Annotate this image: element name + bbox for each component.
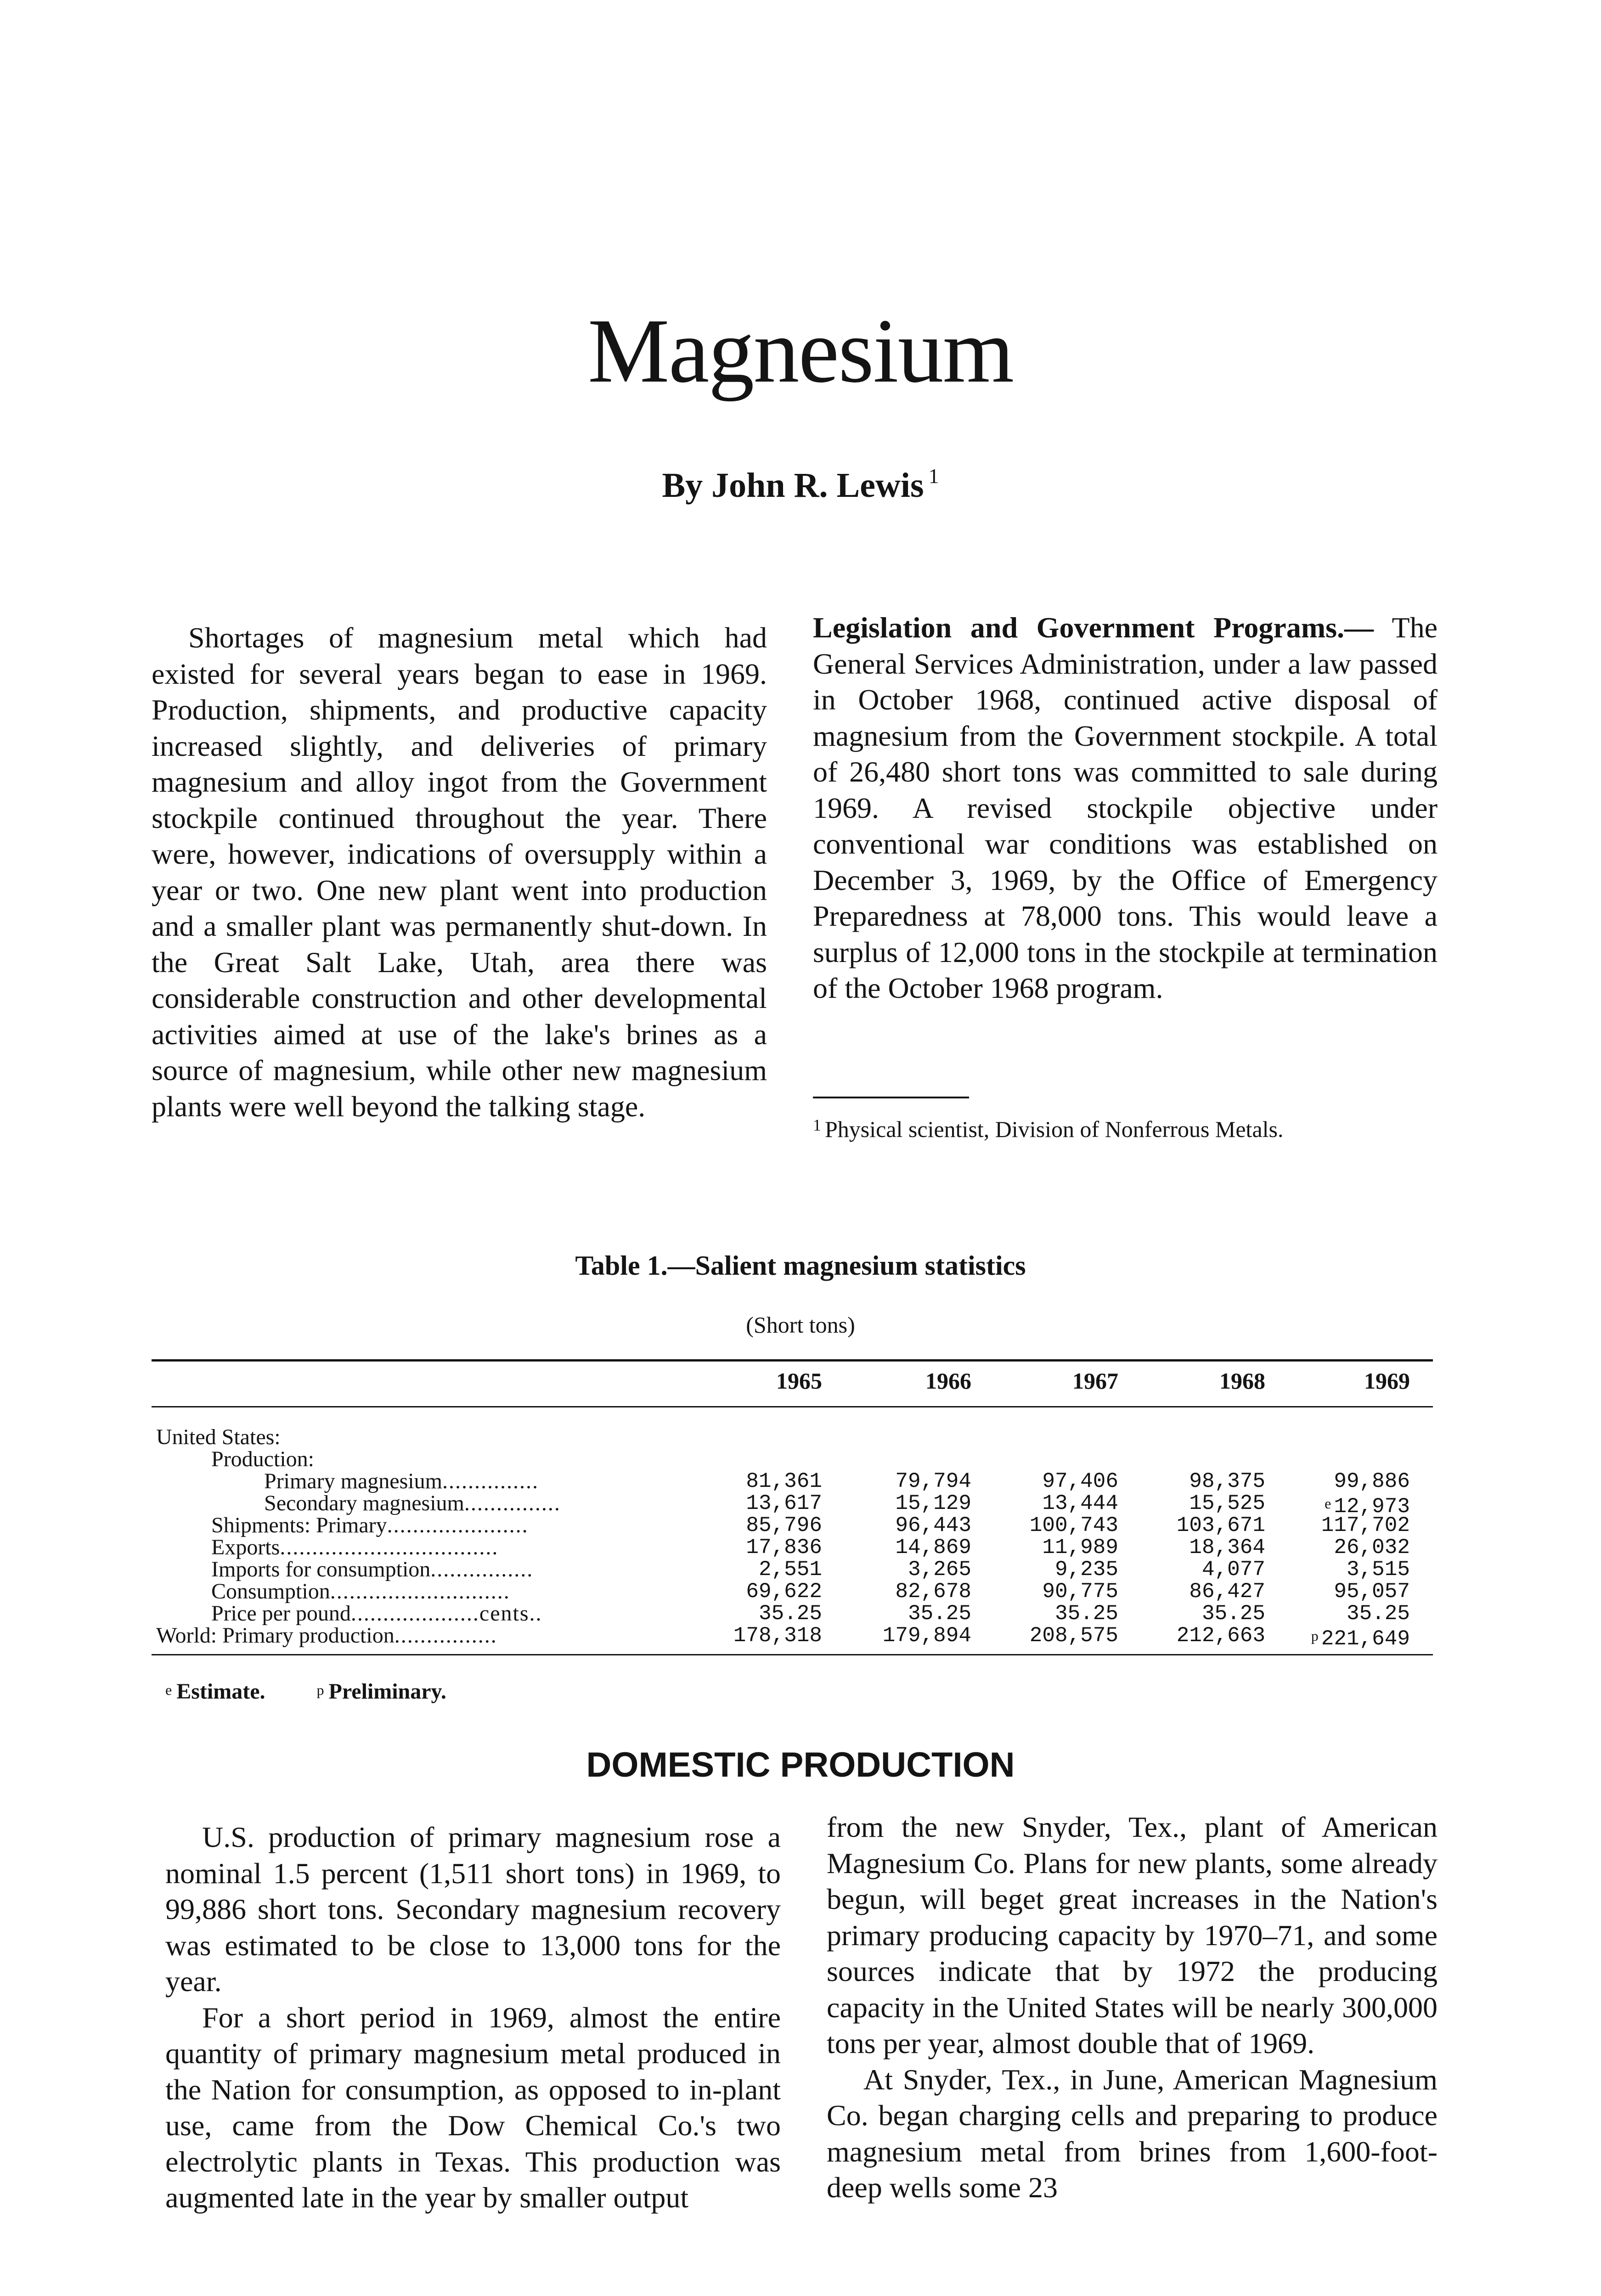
row-label: Price per pound....................cents.. bbox=[211, 1601, 542, 1626]
table-cell: 11,989 bbox=[1042, 1536, 1118, 1559]
table-cell: 212,663 bbox=[1176, 1624, 1265, 1648]
row-label: Exports.................................. bbox=[211, 1535, 499, 1559]
table-cell: 14,869 bbox=[895, 1536, 971, 1559]
table-cell: 3,265 bbox=[908, 1558, 971, 1581]
domestic-paragraph-4: At Snyder, Tex., in June, American Magnesium Co. began charging cells and preparing to produce magnesium metal from brines from 1,600-foot-deep wells some 23 bbox=[827, 2063, 1438, 2204]
table-cell: 95,057 bbox=[1334, 1580, 1410, 1604]
domestic-left-column bbox=[165, 1819, 781, 2216]
table-cell: 69,622 bbox=[746, 1580, 822, 1604]
table-cell: 35.25 bbox=[908, 1602, 971, 1626]
table-cell: 9,235 bbox=[1054, 1558, 1118, 1581]
footnote-rule bbox=[813, 1097, 969, 1098]
table-cell: 18,364 bbox=[1189, 1536, 1265, 1559]
row-label: Consumption............................ bbox=[211, 1579, 510, 1604]
table-cell: 17,836 bbox=[746, 1536, 822, 1559]
legislation-text: The General Services Administration, under a law passed in October 1968, continued active disposal of magnesium from the Government stockpile. A total of 26,480 short tons was committed to sale during 1969. A revised stockpile objective under conventional war conditions was established on December 3, 1969, by the Office of Emergency Preparedness at 78,000 tons. This would leave a surplus of 12,000 tons in the stockpile at termination of the October 1968 program. bbox=[813, 611, 1438, 1004]
year-header-1969: 1969 bbox=[1364, 1368, 1410, 1394]
domestic-paragraph-1: U.S. production of primary magnesium rose a nominal 1.5 percent (1,511 short tons) in 1969, to 99,886 short tons. Secondary magnesium recovery was estimated to be close to 13,000 tons for the year. bbox=[165, 1821, 781, 1998]
table-cell: 13,444 bbox=[1042, 1491, 1118, 1515]
table-cell: 86,427 bbox=[1189, 1580, 1265, 1604]
year-header-1967: 1967 bbox=[1072, 1368, 1118, 1394]
footnote-mark: 1 bbox=[813, 1116, 821, 1134]
footnote bbox=[813, 1107, 1438, 1148]
table-top-rule bbox=[152, 1359, 1433, 1362]
row-label: Primary magnesium............... bbox=[264, 1469, 539, 1493]
table-cell: 98,375 bbox=[1189, 1469, 1265, 1493]
preliminary-note: $^p$ Preliminary. bbox=[316, 1679, 446, 1704]
table-cell: 3,515 bbox=[1346, 1558, 1410, 1581]
table-cell: 96,443 bbox=[895, 1514, 971, 1537]
intro-column bbox=[152, 620, 767, 1125]
table-cell: 79,794 bbox=[895, 1469, 971, 1493]
table-cell: 35.25 bbox=[758, 1602, 822, 1626]
table-cell: p 221,649 bbox=[1311, 1627, 1410, 1651]
domestic-paragraph-3: from the new Snyder, Tex., plant of American Magnesium Co. Plans for new plants, some already begun, will beget great increases in the Nation's primary producing capacity by 1970–71, and some sources indicate that by 1972 the producing capacity in the United States will be nearly 300,000 tons per year, almost double that of 1969. bbox=[827, 1811, 1438, 2060]
table-notes bbox=[165, 1679, 492, 1704]
table-cell: 103,671 bbox=[1176, 1514, 1265, 1537]
table-cell: e 12,973 bbox=[1325, 1495, 1410, 1519]
byline bbox=[0, 464, 1601, 506]
table-cell: 208,575 bbox=[1029, 1624, 1118, 1648]
table-cell: 35.25 bbox=[1201, 1602, 1265, 1626]
estimate-note: $^e$ Estimate. bbox=[165, 1679, 265, 1704]
table-header-rule bbox=[152, 1406, 1433, 1407]
legislation-paragraph bbox=[813, 610, 1438, 1007]
table-cell: 179,894 bbox=[882, 1624, 971, 1648]
table-cell: 35.25 bbox=[1346, 1602, 1410, 1626]
domestic-right-column bbox=[827, 1809, 1438, 2206]
table-cell: 35.25 bbox=[1054, 1602, 1118, 1626]
section-heading: DOMESTIC PRODUCTION bbox=[586, 1745, 1015, 1784]
table-cell: 81,361 bbox=[746, 1469, 822, 1493]
table-cell: 26,032 bbox=[1334, 1536, 1410, 1559]
table-cell: 99,886 bbox=[1334, 1469, 1410, 1493]
year-header-1966: 1966 bbox=[925, 1368, 971, 1394]
legislation-heading: Legislation and Government Programs.— bbox=[813, 611, 1374, 644]
row-label: Secondary magnesium............... bbox=[264, 1491, 561, 1515]
table-cell: 2,551 bbox=[758, 1558, 822, 1581]
author-footnote-mark: 1 bbox=[928, 464, 939, 488]
table-cell: 85,796 bbox=[746, 1514, 822, 1537]
row-label: World: Primary production................ bbox=[156, 1623, 497, 1648]
row-label-united-states: United States: bbox=[156, 1425, 281, 1449]
year-header-1968: 1968 bbox=[1219, 1368, 1265, 1394]
table-cell: 15,129 bbox=[895, 1491, 971, 1515]
author: By John R. Lewis bbox=[662, 466, 924, 505]
row-label: Imports for consumption................ bbox=[211, 1557, 534, 1581]
row-label-production: Production: bbox=[211, 1447, 314, 1471]
table-cell: 15,525 bbox=[1189, 1491, 1265, 1515]
table-bottom-rule bbox=[152, 1654, 1433, 1655]
table-cell: 100,743 bbox=[1029, 1514, 1118, 1537]
intro-paragraph: Shortages of magnesium metal which had existed for several years began to ease in 1969. Production, shipments, and productive capacity increased slightly, and deliveries of primary magnesium and alloy ingot from the Government stockpile continued throughout the year. There were, however, indications of oversupply within a year or two. One new plant went into production and a smaller plant was permanently shut-down. In the Great Salt Lake, Utah, area there was considerable construction and other developmental activities aimed at use of the lake's brines as a source of magnesium, while other new magnesium plants were well beyond the talking stage. bbox=[152, 621, 767, 1123]
table-title: Table 1.—Salient magnesium statistics bbox=[575, 1250, 1026, 1281]
legislation-column bbox=[813, 610, 1438, 1007]
row-label: Shipments: Primary...................... bbox=[211, 1513, 529, 1537]
table-cell: 82,678 bbox=[895, 1580, 971, 1604]
table-cell: 178,318 bbox=[733, 1624, 822, 1648]
table-cell: 117,702 bbox=[1321, 1514, 1410, 1537]
table-subtitle: (Short tons) bbox=[746, 1312, 855, 1338]
page-title: Magnesium bbox=[587, 300, 1014, 402]
table-cell: 13,617 bbox=[746, 1491, 822, 1515]
table-cell: 90,775 bbox=[1042, 1580, 1118, 1604]
footnote-text: Physical scientist, Division of Nonferrous Metals. bbox=[825, 1116, 1284, 1142]
table-cell: 4,077 bbox=[1201, 1558, 1265, 1581]
table-cell: 97,406 bbox=[1042, 1469, 1118, 1493]
domestic-paragraph-2: For a short period in 1969, almost the entire quantity of primary magnesium metal produced in the Nation for consumption, as opposed to in-plant use, came from the Dow Chemical Co.'s two electrolytic plants in Texas. This production was augmented late in the year by smaller output bbox=[165, 2001, 781, 2214]
year-header-1965: 1965 bbox=[776, 1368, 822, 1394]
